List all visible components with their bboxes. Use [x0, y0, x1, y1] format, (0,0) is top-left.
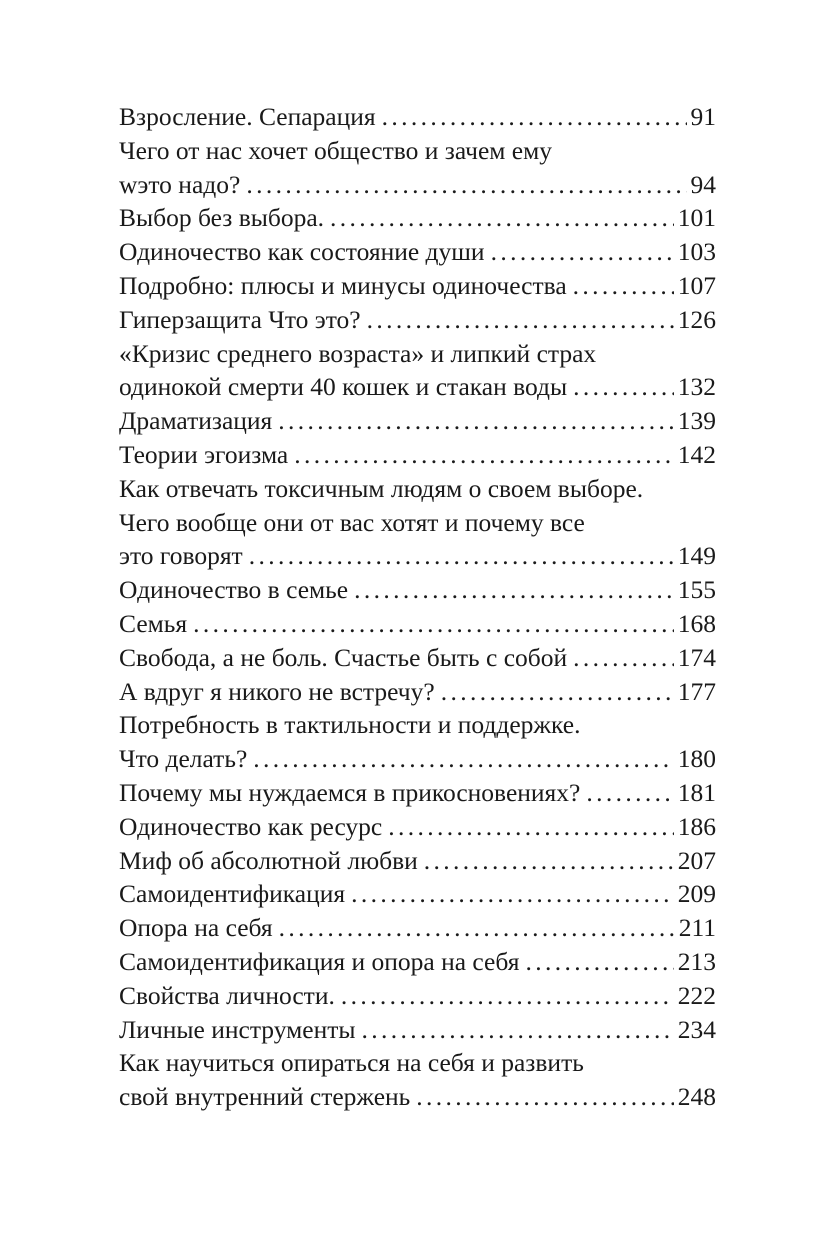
toc-entry [119, 472, 716, 573]
toc-entry-line [119, 539, 716, 573]
toc-dot-leader [416, 1080, 673, 1114]
toc-entry-title: Одиночество как состояние души [119, 237, 485, 267]
toc-entry-title: «Кризис среднего возраста» и липкий страх [119, 338, 597, 368]
toc-page-number: 101 [677, 203, 716, 233]
toc-page-number: 168 [677, 608, 716, 638]
toc-entry-title: А вдруг я никого не встречу? [119, 676, 435, 706]
toc-entry [119, 641, 716, 675]
toc-entry-title: Самоидентификация [119, 879, 346, 909]
toc-entry-line [119, 134, 716, 168]
toc-entry [119, 1046, 716, 1114]
toc-page-number: 209 [677, 879, 716, 909]
toc-dot-leader [441, 675, 674, 709]
toc-entry-line [119, 1080, 716, 1114]
toc-entry-line [119, 979, 716, 1013]
toc-entry-line [119, 877, 716, 911]
toc-page-number: 177 [677, 676, 716, 706]
toc-dot-leader [491, 235, 674, 269]
toc-entry-title: Свобода, а не боль. Счастье быть с собой [119, 642, 568, 672]
toc-entry-line [119, 269, 716, 303]
toc-dot-leader [354, 573, 674, 607]
toc-entry-line [119, 776, 716, 810]
toc-entry [119, 438, 716, 472]
toc-entry-title: это говорят [119, 541, 243, 571]
toc-entry-title: Почему мы нуждаемся в прикосновениях? [119, 777, 581, 807]
toc-entry-line [119, 168, 716, 202]
toc-entry [119, 911, 716, 945]
toc-page-number: 155 [677, 575, 716, 605]
toc-entry-title: Миф об абсолютной любви [119, 845, 418, 875]
toc-entry-title: Одиночество в семье [119, 575, 349, 605]
toc-entry-title: Гиперзащита Что это? [119, 304, 361, 334]
toc-entry-title: Как научиться опираться на себя и развить [119, 1048, 584, 1078]
toc-dot-leader [278, 404, 673, 438]
toc-entry-line [119, 945, 716, 979]
toc-entry-line [119, 235, 716, 269]
toc-entry-line [119, 472, 716, 506]
toc-entry [119, 675, 716, 709]
toc-page-number: 186 [677, 811, 716, 841]
toc-entry-title: одинокой смерти 40 кошек и стакан воды [119, 372, 568, 402]
toc-entry [119, 877, 716, 911]
toc-dot-leader [249, 539, 674, 573]
toc-entry-title: Свойства личности. [119, 980, 335, 1010]
toc-entry-line [119, 641, 716, 675]
toc-entry [119, 201, 716, 235]
toc-page-number: 103 [677, 237, 716, 267]
toc-page-number: 149 [677, 541, 716, 571]
toc-dot-leader [573, 641, 674, 675]
toc-entry-title: Взросление. Сепарация [119, 102, 376, 131]
toc-dot-leader [193, 607, 674, 641]
toc-dot-leader [362, 1013, 674, 1047]
toc-dot-leader [388, 810, 673, 844]
toc-entry-title: Драматизация [119, 406, 273, 436]
toc-entry-line [119, 708, 716, 742]
toc-page-number: 180 [677, 744, 716, 774]
toc-entry-line [119, 675, 716, 709]
toc-entry-line [119, 201, 716, 235]
toc-dot-leader [341, 979, 674, 1013]
toc-entry-title: Семья [119, 608, 188, 638]
toc-entry-title: свой внутренний стержень [119, 1082, 411, 1112]
toc-entry-line [119, 844, 716, 878]
toc-page-number: 207 [677, 845, 716, 875]
toc-entry-line [119, 1046, 716, 1080]
toc-page-number: 142 [677, 439, 716, 469]
toc-dot-leader [586, 776, 673, 810]
toc-entry-line [119, 810, 716, 844]
toc-dot-leader [294, 438, 674, 472]
toc-dot-leader [573, 269, 674, 303]
toc-page-number: 248 [677, 1082, 716, 1112]
toc-dot-leader [367, 303, 674, 337]
toc-entry-title: Одиночество как ресурс [119, 811, 383, 841]
toc-entry-line [119, 100, 716, 134]
toc-entry [119, 1013, 716, 1047]
toc-entry-title: Самоидентификация и опора на себя [119, 946, 520, 976]
toc-entry-line [119, 742, 716, 776]
toc-entry [119, 337, 716, 405]
toc-entry-line [119, 506, 716, 540]
toc-dot-leader [573, 370, 674, 404]
toc-entry-title: Как отвечать токсичным людям о своем выборе. [119, 473, 644, 503]
toc-entry-line [119, 607, 716, 641]
toc-entry [119, 810, 716, 844]
toc-entry [119, 979, 716, 1013]
toc-entry [119, 404, 716, 438]
toc-entry [119, 708, 716, 776]
toc-page-number: 139 [677, 406, 716, 436]
toc-entry-line [119, 370, 716, 404]
toc-entry-title: Опора на себя [119, 913, 273, 943]
toc-entry-title: wэто надо? [119, 169, 241, 199]
toc-dot-leader [246, 168, 686, 202]
toc-entry [119, 607, 716, 641]
toc-entry-title: Выбор без выбора. [119, 203, 325, 233]
toc-dot-leader [382, 100, 687, 134]
toc-entry-line [119, 573, 716, 607]
toc-page-number: 234 [677, 1014, 716, 1044]
toc-entry-title: Чего вообще они от вас хотят и почему все [119, 507, 585, 537]
toc-dot-leader [525, 945, 673, 979]
toc-page-number: 181 [677, 777, 716, 807]
toc-entry-title: Что делать? [119, 744, 248, 774]
toc-entry [119, 134, 716, 202]
toc-dot-leader [330, 201, 674, 235]
toc-entry-title: Подробно: плюсы и минусы одиночества [119, 270, 567, 300]
toc-page-number: 126 [677, 304, 716, 334]
toc-entry [119, 573, 716, 607]
toc-dot-leader [351, 877, 674, 911]
toc-entry [119, 945, 716, 979]
toc-page-number: 213 [677, 946, 716, 976]
toc-entry-line [119, 337, 716, 371]
toc-entry [119, 844, 716, 878]
toc-entry-line [119, 303, 716, 337]
toc-page-number: 107 [677, 270, 716, 300]
toc-dot-leader [253, 742, 673, 776]
table-of-contents [119, 100, 716, 1114]
toc-page-number: 222 [677, 980, 716, 1010]
toc-entry-title: Потребность в тактильности и поддержке. [119, 710, 581, 740]
toc-entry-line [119, 404, 716, 438]
toc-entry [119, 776, 716, 810]
toc-page-number: 91 [690, 102, 716, 131]
toc-entry-title: Личные инструменты [119, 1014, 356, 1044]
toc-entry-line [119, 1013, 716, 1047]
toc-entry-title: Чего от нас хочет общество и зачем ему [119, 135, 552, 165]
toc-page-number: 94 [690, 169, 716, 199]
toc-entry [119, 303, 716, 337]
toc-page-number: 174 [677, 642, 716, 672]
toc-page-number: 211 [678, 913, 716, 943]
toc-dot-leader [279, 911, 675, 945]
toc-entry-line [119, 438, 716, 472]
toc-entry [119, 100, 716, 134]
toc-page-number: 132 [677, 372, 716, 402]
toc-entry [119, 269, 716, 303]
toc-entry-title: Теории эгоизма [119, 439, 289, 469]
toc-entry [119, 235, 716, 269]
toc-entry-line [119, 911, 716, 945]
toc-dot-leader [424, 844, 674, 878]
